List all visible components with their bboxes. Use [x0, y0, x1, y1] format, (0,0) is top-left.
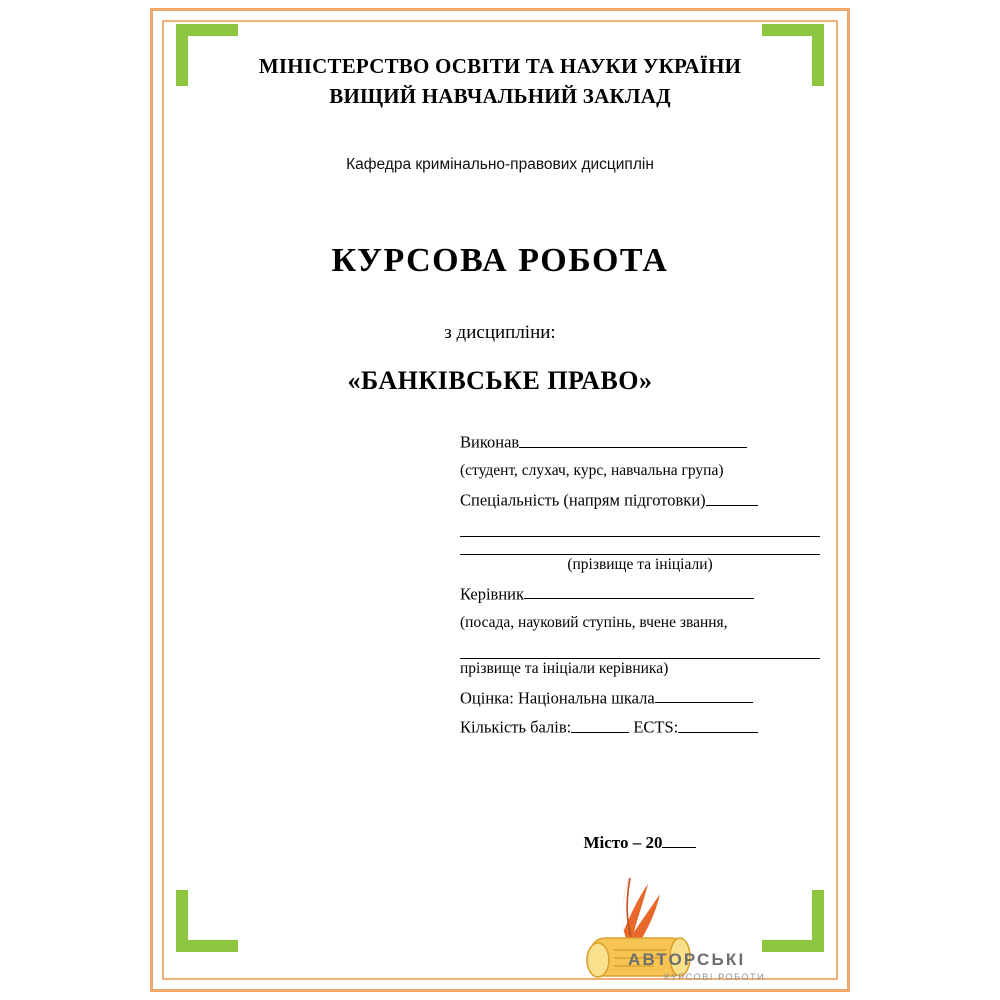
department-line: Кафедра кримінально-правових дисциплін [346, 155, 654, 173]
grade-blank[interactable] [655, 687, 753, 704]
city-year-label: Місто – 20 [583, 833, 663, 853]
watermark-logo [568, 864, 792, 994]
performer-label: Виконав [460, 432, 520, 452]
ministry-line-2: ВИЩИЙ НАВЧАЛЬНИЙ ЗАКЛАД [329, 83, 671, 108]
supervisor-label: Керівник [460, 584, 525, 604]
performer-hint: (студент, слухач, курс, навчальна група) [460, 461, 724, 479]
supervisor-row [460, 583, 820, 606]
points-label: Кількість балів: [460, 718, 572, 738]
fill-in-fields [460, 431, 820, 746]
supervisor-blank[interactable] [524, 583, 754, 600]
ects-label: ECTS: [633, 718, 679, 738]
year-blank[interactable] [662, 831, 696, 848]
specialty-label: Спеціальність (напрям підготовки) [460, 490, 706, 510]
surname-hint: (прізвище та ініціали) [567, 555, 713, 573]
logo-subtitle: КУРСОВІ РОБОТИ [664, 972, 766, 982]
subject-name: «БАНКІВСЬКЕ ПРАВО» [347, 365, 653, 395]
ects-blank[interactable] [678, 716, 758, 733]
grade-label: Оцінка: Національна шкала [460, 688, 655, 708]
logo-title: АВТОРСЬКІ [628, 950, 746, 969]
grade-row [460, 687, 820, 710]
specialty-blank-line-3[interactable] [460, 537, 820, 555]
points-blank[interactable] [571, 716, 629, 733]
performer-blank[interactable] [519, 431, 747, 448]
specialty-blank[interactable] [706, 489, 758, 506]
supervisor-hint-line-1: (посада, науковий ступінь, вчене звання, [460, 613, 728, 631]
page-gutter-right [850, 0, 1000, 1000]
city-year-row [460, 831, 820, 853]
points-row [460, 716, 820, 739]
scroll-curl-left [587, 943, 609, 977]
page-gutter-left [0, 0, 150, 1000]
performer-row [460, 431, 820, 454]
subject-intro: з дисципліни: [444, 321, 556, 343]
document-type-title: КУРСОВА РОБОТА [331, 241, 669, 279]
supervisor-hint-line-2: прізвище та ініціали керівника) [460, 659, 669, 677]
ministry-heading [180, 52, 820, 112]
specialty-row [460, 489, 820, 512]
supervisor-blank-line-2[interactable] [460, 641, 820, 659]
feather-icon [622, 872, 660, 944]
document-content [180, 36, 820, 982]
specialty-blank-line-2[interactable] [460, 519, 820, 537]
ministry-line-1: МІНІСТЕРСТВО ОСВІТИ ТА НАУКИ УКРАЇНИ [258, 54, 742, 78]
